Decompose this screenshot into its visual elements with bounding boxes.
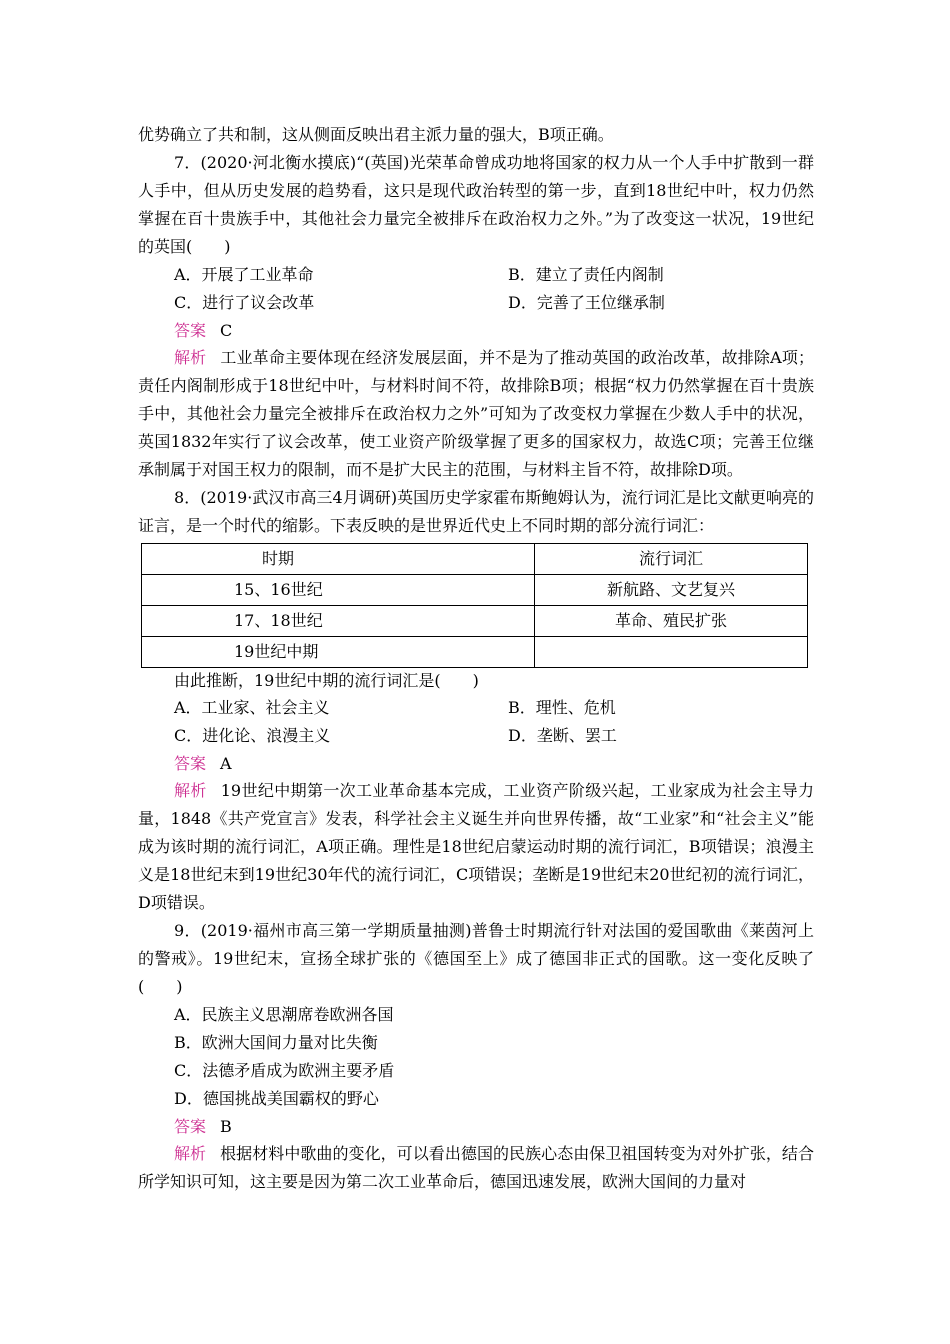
answer-label: 答案 xyxy=(174,754,207,773)
table-cell-words: 革命、殖民扩张 xyxy=(535,606,808,637)
q7-option-d: D．完善了王位继承制 xyxy=(508,293,665,312)
q7-option-a: A．开展了工业革命 xyxy=(174,265,314,284)
table-row xyxy=(142,575,808,606)
document-body xyxy=(138,121,814,1196)
q9-analysis-text: 根据材料中歌曲的变化，可以看出德国的民族心态由保卫祖国转变为对外扩张，结合所学知识可知，这主要是因为第二次工业革命后，德国迅速发展，欧洲大国间的力量对 xyxy=(138,1144,814,1191)
q9-option-a: A．民族主义思潮席卷欧洲各国 xyxy=(174,1005,394,1024)
lead-paragraph: 优势确立了共和制，这从侧面反映出君主派力量的强大，B项正确。 xyxy=(138,125,614,144)
table-row xyxy=(142,606,808,637)
table-header-period: 时期 xyxy=(142,544,535,575)
answer-label: 答案 xyxy=(174,1117,207,1136)
q9-option-d: D．德国挑战美国霸权的野心 xyxy=(174,1089,379,1108)
q7-analysis xyxy=(138,344,814,484)
q8-question: 由此推断，19世纪中期的流行词汇是( ) xyxy=(174,671,479,690)
q8-option-b: B．理性、危机 xyxy=(508,698,616,717)
q7-options-row-1 xyxy=(138,261,814,289)
q7-options-row-2 xyxy=(138,289,814,317)
table-cell-period: 17、18世纪 xyxy=(142,606,535,637)
q8-option-a: A．工业家、社会主义 xyxy=(174,698,330,717)
table-row xyxy=(142,637,808,668)
analysis-label: 解析 xyxy=(174,1144,207,1163)
q8-table xyxy=(141,543,808,668)
q8-answer xyxy=(138,750,814,777)
analysis-label: 解析 xyxy=(174,781,207,800)
q8-answer-value: A xyxy=(220,754,232,773)
q9-stem: 9．(2019·福州市高三第一学期质量抽测)普鲁士时期流行针对法国的爱国歌曲《莱茵河上的警戒》。19世纪末，宣扬全球扩张的《德国至上》成了德国非正式的国歌。这一变化反映了( ) xyxy=(138,921,814,996)
q7-answer xyxy=(138,317,814,344)
table-cell-period: 15、16世纪 xyxy=(142,575,535,606)
table-cell-words xyxy=(535,637,808,668)
q8-stem: 8．(2019·武汉市高三4月调研)英国历史学家霍布斯鲍姆认为，流行词汇是比文献更响亮的证言，是一个时代的缩影。下表反映的是世界近代史上不同时期的部分流行词汇： xyxy=(138,488,814,535)
q9-answer xyxy=(138,1113,814,1140)
q9-option-b: B．欧洲大国间力量对比失衡 xyxy=(174,1033,378,1052)
q7-analysis-text: 工业革命主要体现在经济发展层面，并不是为了推动英国的政治改革，故排除A项；责任内阁制形成于18世纪中叶，与材料时间不符，故排除B项；根据“权力仍然掌握在百十贵族手中，其他社会力量完全被排斥在政治权力之外”可知为了改变权力掌握在少数人手中的状况，英国1832年实行了议会改革，使工业资产阶级掌握了更多的国家权力，故选C项；完善王位继承制属于对国王权力的限制，而不是扩大民主的范围，与材料主旨不符，故排除D项。 xyxy=(138,348,814,479)
q7-answer-value: C xyxy=(220,321,233,340)
q8-analysis-text: 19世纪中期第一次工业革命基本完成，工业资产阶级兴起，工业家成为社会主导力量，1848《共产党宣言》发表，科学社会主义诞生并向世界传播，故“工业家”和“社会主义”能成为该时期的流行词汇，A项正确。理性是18世纪启蒙运动时期的流行词汇，B项错误；浪漫主义是18世纪末到19世纪30年代的流行词汇，C项错误；垄断是19世纪末20世纪初的流行词汇，D项错误。 xyxy=(138,781,814,912)
q9-analysis xyxy=(138,1140,814,1196)
q9-answer-value: B xyxy=(220,1117,232,1136)
analysis-label: 解析 xyxy=(174,348,207,367)
table-cell-words: 新航路、文艺复兴 xyxy=(535,575,808,606)
q8-options-row-2 xyxy=(138,722,814,750)
q8-analysis xyxy=(138,777,814,917)
table-header-words: 流行词汇 xyxy=(535,544,808,575)
table-cell-period: 19世纪中期 xyxy=(142,637,535,668)
q7-stem: 7．(2020·河北衡水摸底)“(英国)光荣革命曾成功地将国家的权力从一个人手中扩散到一群人手中，但从历史发展的趋势看，这只是现代政治转型的第一步，直到18世纪中叶，权力仍然掌握在百十贵族手中，其他社会力量完全被排斥在政治权力之外。”为了改变这一状况，19世纪的英国( ) xyxy=(138,153,814,256)
q8-option-d: D．垄断、罢工 xyxy=(508,726,617,745)
q8-options-row-1 xyxy=(138,694,814,722)
q7-option-c: C．进行了议会改革 xyxy=(174,293,315,312)
q9-option-c: C．法德矛盾成为欧洲主要矛盾 xyxy=(174,1061,395,1080)
q8-option-c: C．进化论、浪漫主义 xyxy=(174,726,331,745)
q7-option-b: B．建立了责任内阁制 xyxy=(508,265,664,284)
table-header-row xyxy=(142,544,808,575)
answer-label: 答案 xyxy=(174,321,207,340)
